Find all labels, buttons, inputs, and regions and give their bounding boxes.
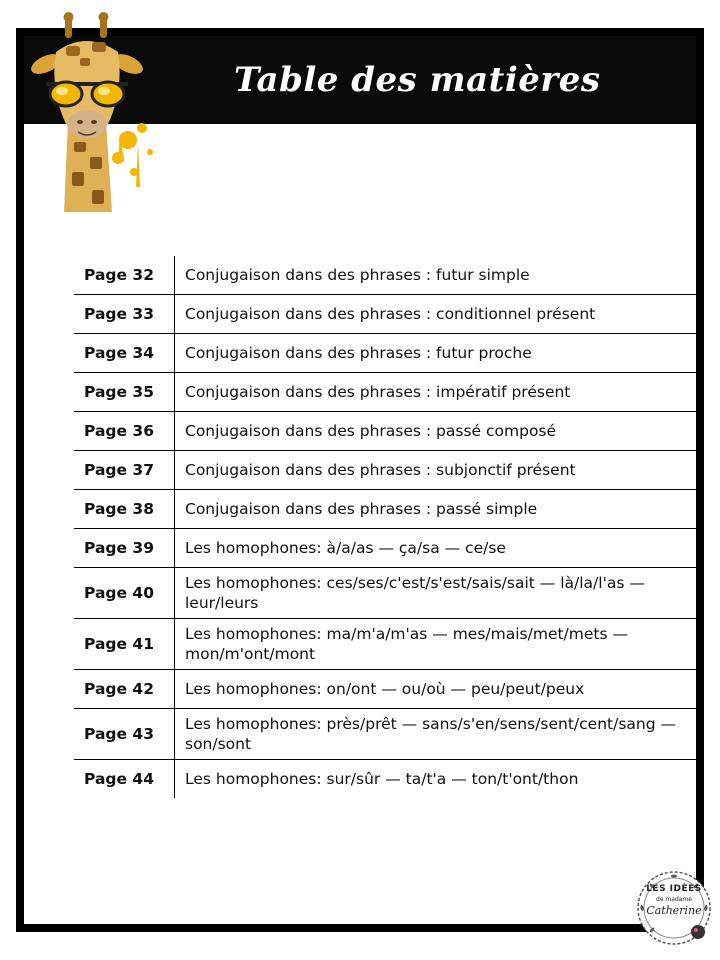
toc-entry: Conjugaison dans des phrases : impératif présent — [175, 373, 703, 412]
toc-table — [74, 256, 702, 798]
toc-row — [74, 451, 702, 490]
toc-entry: Les homophones: sur/sûr — ta/t'a — ton/t'ont/thon — [175, 760, 703, 799]
toc-row — [74, 490, 702, 529]
logo-line-1: LES IDÉES — [646, 884, 702, 894]
toc-page-number: Page 34 — [74, 334, 175, 373]
logo-line-3: Catherine — [646, 904, 702, 917]
wreath-logo — [632, 866, 716, 950]
toc-page-number: Page 44 — [74, 760, 175, 799]
toc-page-number: Page 40 — [74, 568, 175, 619]
toc-entry: Conjugaison dans des phrases : passé composé — [175, 412, 703, 451]
toc-page-number: Page 42 — [74, 670, 175, 709]
toc-entry: Les homophones: ces/ses/c'est/s'est/sais/sait — là/la/l'as — leur/leurs — [175, 568, 703, 619]
toc-page-number: Page 32 — [74, 256, 175, 295]
toc-entry: Conjugaison dans des phrases : passé simple — [175, 490, 703, 529]
toc-entry: Conjugaison dans des phrases : futur proche — [175, 334, 703, 373]
toc-entry: Conjugaison dans des phrases : futur simple — [185, 266, 530, 284]
toc-entry: Les homophones: à/a/as — ça/sa — ce/se — [175, 529, 703, 568]
toc-entry: Les homophones: on/ont — ou/où — peu/peut/peux — [175, 670, 703, 709]
toc-page-number: Page 38 — [74, 490, 175, 529]
toc-row — [74, 760, 702, 799]
toc-entry: Conjugaison dans des phrases : conditionnel présent — [175, 295, 703, 334]
toc-row — [74, 568, 702, 619]
toc-row — [74, 256, 702, 295]
toc-row — [74, 295, 702, 334]
toc-entry: Les homophones: près/prêt — sans/s'en/sens/sent/cent/sang — son/sont — [175, 709, 703, 760]
toc-row — [74, 619, 702, 670]
toc-row — [74, 709, 702, 760]
toc-entry: Les homophones: ma/m'a/m'as — mes/mais/met/mets — mon/m'ont/mont — [175, 619, 703, 670]
toc-row — [74, 529, 702, 568]
logo-line-2: de madame — [656, 896, 692, 903]
toc-row — [74, 334, 702, 373]
toc-page-number: Page 39 — [74, 529, 175, 568]
giraffe-illustration — [20, 12, 162, 212]
toc-page-number: Page 41 — [74, 619, 175, 670]
toc-row — [74, 412, 702, 451]
toc-row — [74, 670, 702, 709]
toc-entry: Conjugaison dans des phrases : subjonctif présent — [175, 451, 703, 490]
toc-page-number: Page 35 — [74, 373, 175, 412]
page-title: Table des matières — [234, 60, 601, 100]
toc-row — [74, 373, 702, 412]
toc-page-number: Page 43 — [74, 709, 175, 760]
toc-page-number: Page 33 — [74, 295, 175, 334]
toc-page-number: Page 37 — [74, 451, 175, 490]
toc-page-number: Page 36 — [74, 412, 175, 451]
